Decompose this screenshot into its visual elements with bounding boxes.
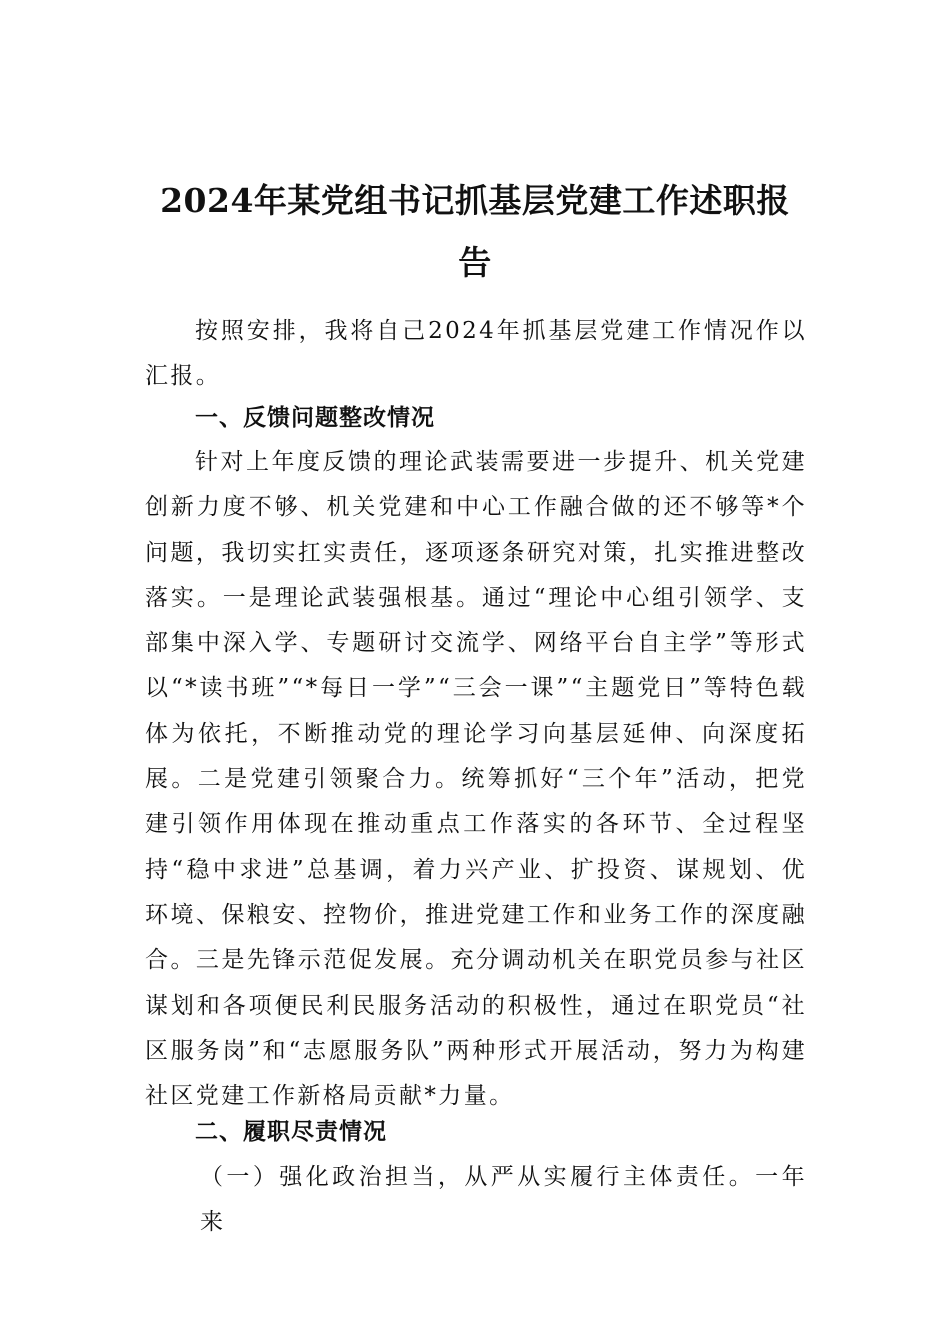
section-2-heading: 二、履职尽责情况 (195, 1119, 387, 1145)
document-title: 2024年某党组书记抓基层党建工作述职报告 (160, 181, 790, 282)
section-1-paragraph: 针对上年度反馈的理论武装需要进一步提升、机关党建创新力度不够、机关党建和中心工作融合做的还不够等*个问题，我切实扛实责任，逐项逐条研究对策，扎实推进整改落实。一是理论武装强根基。通过“理论中心组引领学、支部集中深入学、专题研讨交流学、网络平台自主学”等形式以“*读书班”“*每日一学”“三会一课”“主题党日”等特色载体为依托，不断推动党的理论学习向基层延伸、向深度拓展。二是党建引领聚合力。统筹抓好“三个年”活动，把党建引领作用体现在推动重点工作落实的各环节、全过程坚持“稳中求进”总基调，着力兴产业、扩投资、谋规划、优环境、保粮安、控物价，推进党建工作和业务工作的深度融合。三是先锋示范促发展。充分调动机关在职党员参与社区谋划和各项便民利民服务活动的积极性，通过在职党员“社区服务岗”和“志愿服务队”两种形式开展活动，努力为构建社区党建工作新格局贡献*力量。 (145, 449, 807, 1110)
section-1-heading: 一、反馈问题整改情况 (195, 405, 435, 431)
section-2-paragraph: （一）强化政治担当，从严从实履行主体责任。一年来 (200, 1164, 807, 1236)
intro-paragraph: 按照安排，我将自己2024年抓基层党建工作情况作以汇报。 (145, 318, 807, 390)
